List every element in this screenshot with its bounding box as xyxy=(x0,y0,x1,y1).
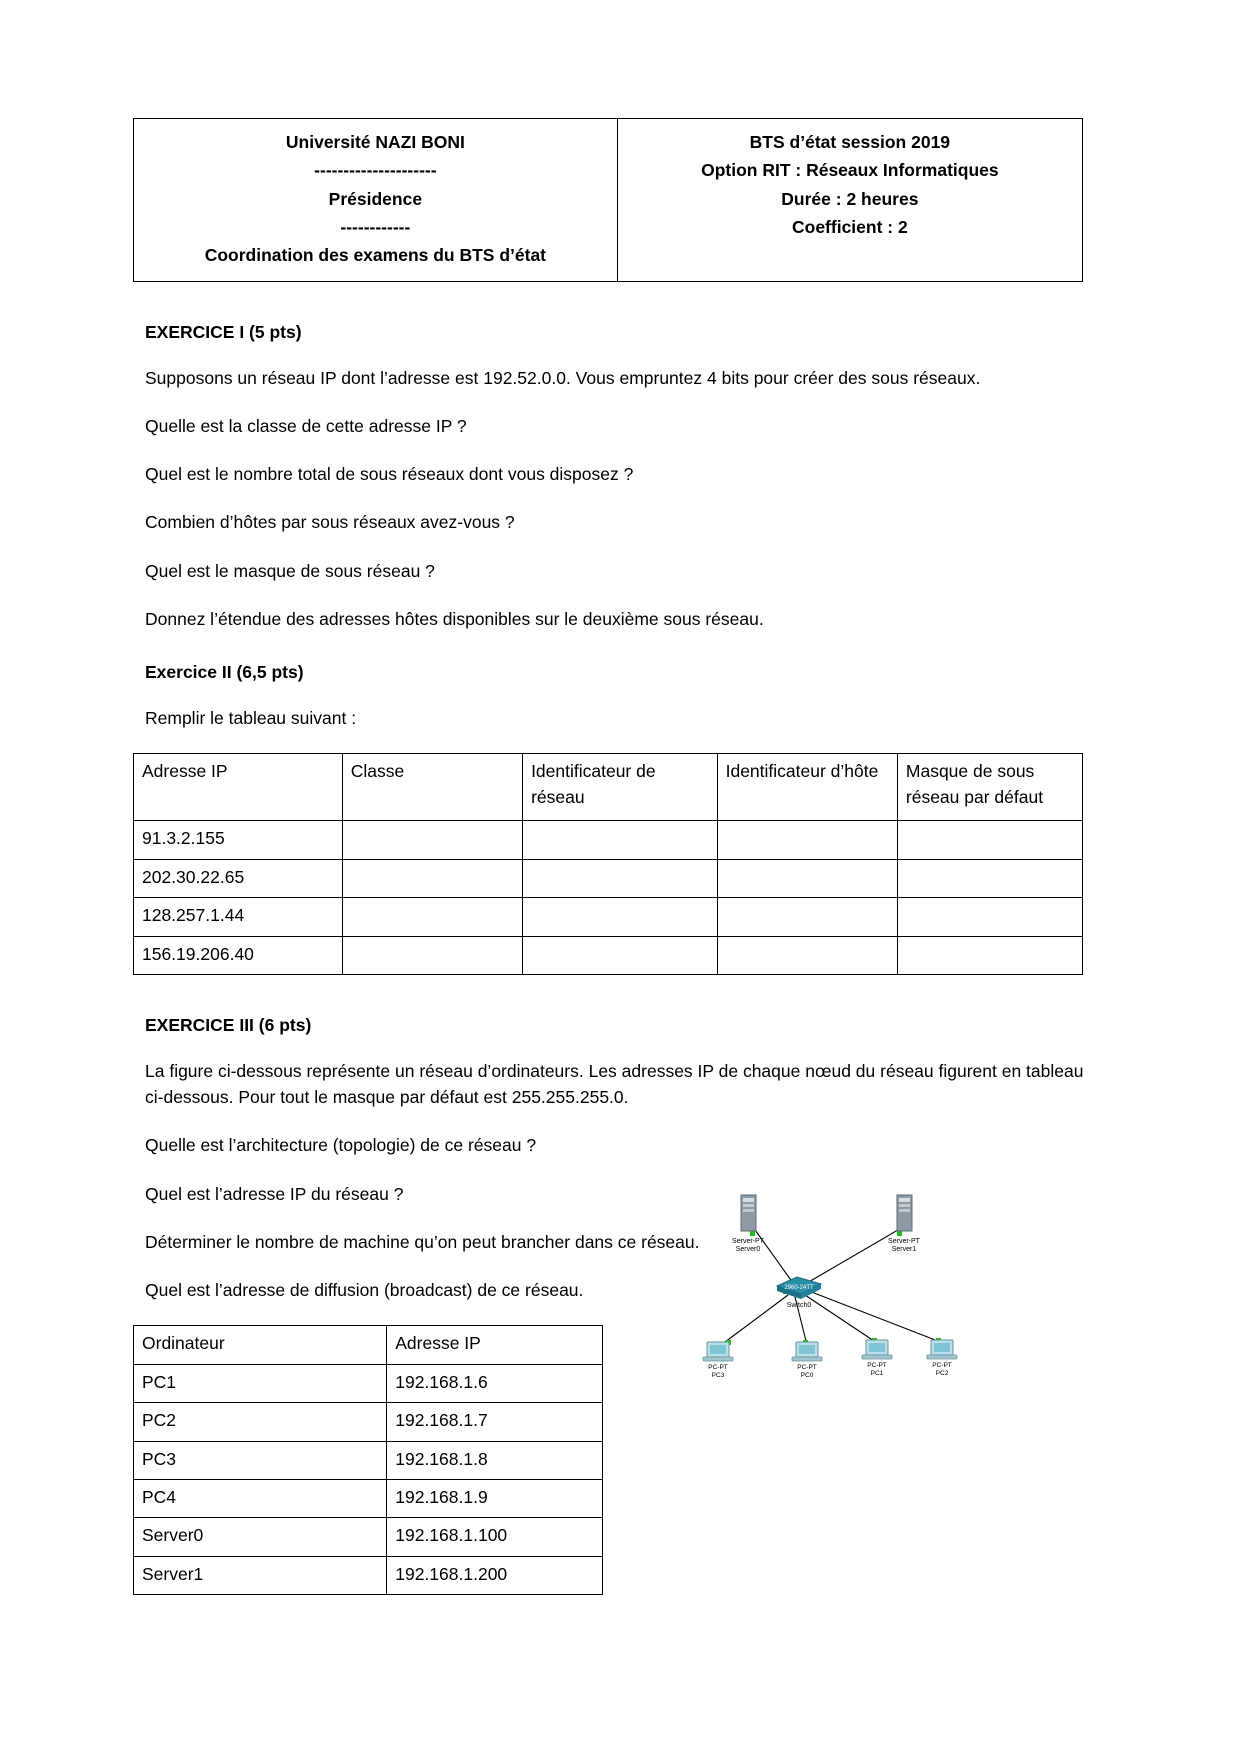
cell-ip-address: 202.30.22.65 xyxy=(134,859,343,897)
node-model-label: 2960-24TT xyxy=(784,1285,814,1291)
cell-default-mask xyxy=(897,898,1082,936)
header-cell-exam xyxy=(617,119,1082,282)
node-model-label: Server-PT xyxy=(888,1238,920,1245)
table-row xyxy=(134,1479,603,1517)
exam-option: Option RIT : Réseaux Informatiques xyxy=(701,160,999,181)
institution-divider-2: ------------ xyxy=(340,217,411,238)
institution-presidency: Présidence xyxy=(328,188,423,209)
spacer xyxy=(145,536,1096,558)
cell-default-mask xyxy=(897,936,1082,974)
column-header: Classe xyxy=(342,754,522,821)
node-pc1 xyxy=(862,1340,892,1377)
cell-host-id xyxy=(717,936,897,974)
spacer xyxy=(145,1159,1096,1181)
table-row xyxy=(134,1556,603,1594)
cell-computer: Server1 xyxy=(134,1556,387,1594)
cell-ip-address: 91.3.2.155 xyxy=(134,821,343,859)
exercise-2-intro: Remplir le tableau suivant : xyxy=(145,708,357,729)
exercise-3-question-1: Quelle est l’architecture (topologie) de ce réseau ? xyxy=(145,1135,537,1156)
exercise-3-question-2: Quel est l’adresse IP du réseau ? xyxy=(145,1183,404,1204)
exercise-2-table xyxy=(133,753,1083,975)
exercise-1-question-2: Quel est le nombre total de sous réseaux dont vous disposez ? xyxy=(145,464,634,485)
exercise-1-intro: Supposons un réseau IP dont l’adresse est 192.52.0.0. Vous empruntez 4 bits pour créer des sous réseaux. xyxy=(145,367,981,388)
spacer xyxy=(145,282,1096,322)
spacer xyxy=(145,343,1096,365)
exercise-1-question-5: Donnez l’étendue des adresses hôtes disponibles sur le deuxième sous réseau. xyxy=(145,608,764,629)
cell-ip-address: 192.168.1.9 xyxy=(387,1479,603,1517)
exam-coefficient: Coefficient : 2 xyxy=(792,217,908,238)
institution-name: Université NAZI BONI xyxy=(285,132,465,152)
cell-host-id xyxy=(717,859,897,897)
exercise-3-intro: La figure ci-dessous représente un réseau d’ordinateurs. Les adresses IP de chaque nœud du réseau figurent en tableau ci-dessous. Pour tout le masque par défaut est 255.255.255.0. xyxy=(145,1060,1084,1108)
cell-computer: PC2 xyxy=(134,1403,387,1441)
column-header: Identificateur de réseau xyxy=(523,754,718,821)
exercise-3-question-4: Quel est l’adresse de diffusion (broadcast) de ce réseau. xyxy=(145,1280,584,1301)
cell-computer: PC1 xyxy=(134,1364,387,1402)
cell-ip-address: 128.257.1.44 xyxy=(134,898,343,936)
node-pc2 xyxy=(927,1340,957,1377)
cell-default-mask xyxy=(897,821,1082,859)
exercise-1-question-1: Quelle est la classe de cette adresse IP ? xyxy=(145,415,467,436)
cell-network-id xyxy=(523,859,718,897)
node-pc0 xyxy=(792,1342,822,1379)
column-header: Masque de sous réseau par défaut xyxy=(897,754,1082,821)
cell-host-id xyxy=(717,821,897,859)
node-name-label: Server0 xyxy=(735,1246,761,1253)
spacer xyxy=(145,632,1096,662)
cell-ip-address: 192.168.1.8 xyxy=(387,1441,603,1479)
cell-ip-address: 192.168.1.7 xyxy=(387,1403,603,1441)
node-server1 xyxy=(888,1195,921,1253)
node-name-label: Switch0 xyxy=(786,1302,812,1309)
network-diagram xyxy=(625,1185,965,1385)
institution-coordination: Coordination des examens du BTS d’état xyxy=(204,245,547,266)
node-model-label: PC-PT xyxy=(708,1364,728,1371)
exercise-1-question-3: Combien d’hôtes par sous réseaux avez-vous ? xyxy=(145,512,515,533)
spacer xyxy=(145,439,1096,461)
header-table xyxy=(133,118,1083,282)
header-row xyxy=(134,119,1083,282)
cell-class xyxy=(342,898,522,936)
node-server0 xyxy=(732,1195,765,1253)
node-name-label: PC3 xyxy=(711,1372,725,1379)
cell-default-mask xyxy=(897,859,1082,897)
table-row xyxy=(134,898,1083,936)
table-row xyxy=(134,821,1083,859)
spacer xyxy=(145,391,1096,413)
table-row xyxy=(134,1364,603,1402)
node-pc3 xyxy=(703,1342,733,1379)
cell-network-id xyxy=(523,821,718,859)
cell-network-id xyxy=(523,898,718,936)
cell-ip-address: 156.19.206.40 xyxy=(134,936,343,974)
table-row xyxy=(134,936,1083,974)
column-header: Adresse IP xyxy=(134,754,343,821)
cell-class xyxy=(342,821,522,859)
cell-computer: PC4 xyxy=(134,1479,387,1517)
node-name-label: Server1 xyxy=(891,1246,917,1253)
node-name-label: PC1 xyxy=(870,1370,884,1377)
table-row xyxy=(134,1518,603,1556)
node-model-label: PC-PT xyxy=(932,1362,952,1369)
spacer xyxy=(145,1110,1096,1132)
spacer xyxy=(145,487,1096,509)
column-header: Ordinateur xyxy=(134,1326,387,1364)
institution-divider-1: --------------------- xyxy=(314,160,437,181)
cell-host-id xyxy=(717,898,897,936)
node-name-label: PC0 xyxy=(800,1372,814,1379)
exam-session: BTS d’état session 2019 xyxy=(749,132,951,152)
exercise-3-question-3: Déterminer le nombre de machine qu’on peut brancher dans ce réseau. xyxy=(145,1231,700,1252)
exercise-1-question-4: Quel est le masque de sous réseau ? xyxy=(145,560,435,581)
column-header: Adresse IP xyxy=(387,1326,603,1364)
cell-network-id xyxy=(523,936,718,974)
spacer xyxy=(145,584,1096,606)
column-header: Identificateur d’hôte xyxy=(717,754,897,821)
exercise-3-title: EXERCICE III (6 pts) xyxy=(145,1014,312,1035)
cell-ip-address: 192.168.1.200 xyxy=(387,1556,603,1594)
cell-ip-address: 192.168.1.100 xyxy=(387,1518,603,1556)
node-name-label: PC2 xyxy=(935,1370,949,1377)
node-model-label: Server-PT xyxy=(732,1238,764,1245)
spacer xyxy=(145,731,1096,753)
exercise-3-table xyxy=(133,1325,603,1595)
node-model-label: PC-PT xyxy=(797,1364,817,1371)
table-row xyxy=(134,1441,603,1479)
table-header-row xyxy=(134,1326,603,1364)
cell-class xyxy=(342,936,522,974)
spacer xyxy=(145,683,1096,705)
cell-ip-address: 192.168.1.6 xyxy=(387,1364,603,1402)
exercise-2-title: Exercice II (6,5 pts) xyxy=(145,662,304,683)
cell-class xyxy=(342,859,522,897)
spacer xyxy=(145,975,1096,1015)
exam-duration: Durée : 2 heures xyxy=(781,188,919,209)
cell-computer: PC3 xyxy=(134,1441,387,1479)
exercise-1-title: EXERCICE I (5 pts) xyxy=(145,321,302,342)
table-row xyxy=(134,1403,603,1441)
cell-computer: Server0 xyxy=(134,1518,387,1556)
spacer xyxy=(145,1036,1096,1058)
header-cell-institution xyxy=(134,119,618,282)
table-header-row xyxy=(134,754,1083,821)
node-model-label: PC-PT xyxy=(867,1362,887,1369)
table-row xyxy=(134,859,1083,897)
